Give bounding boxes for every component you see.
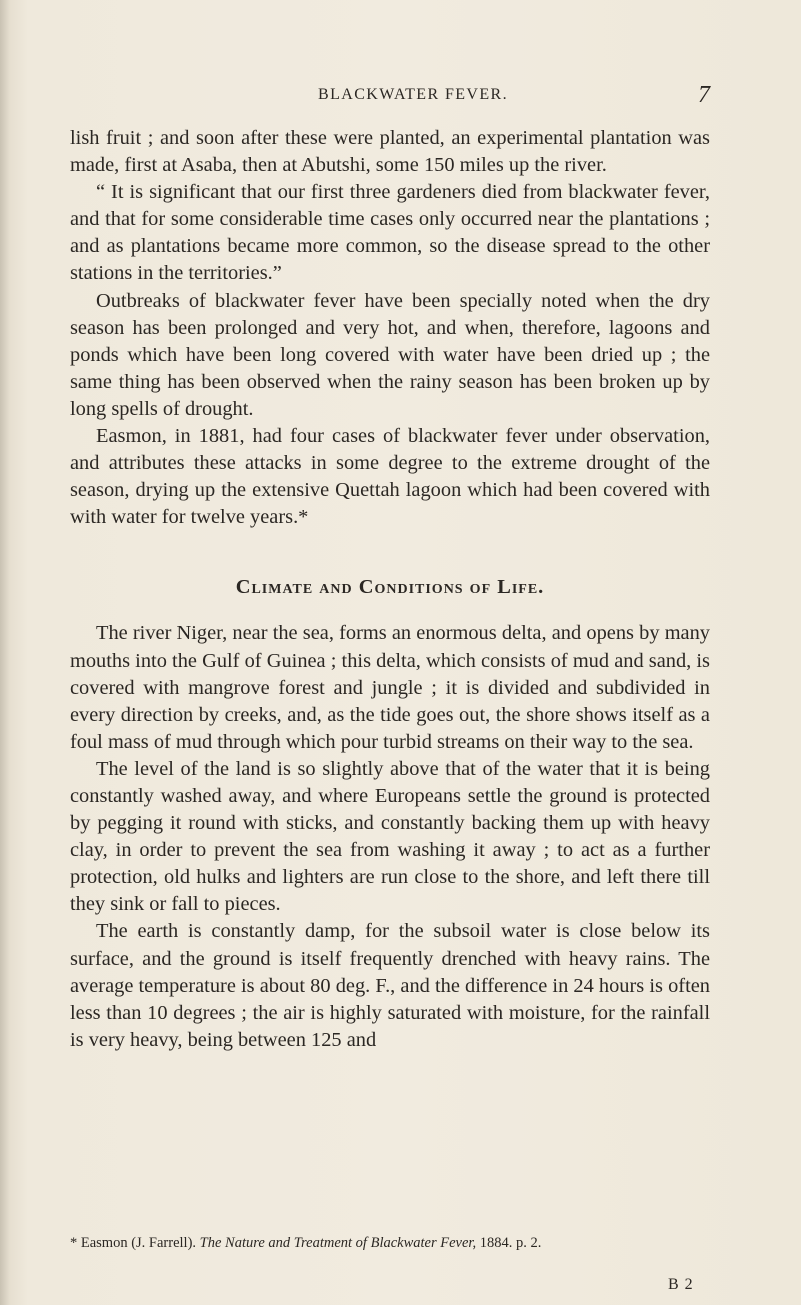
- running-head: BLACKWATER FEVER.: [318, 86, 509, 103]
- paragraph-earth-damp: The earth is constantly damp, for the subsoil water is close below its surface, and the ground is itself frequently drenched with heavy rains. The average temperature is about 80 deg. F., and the difference in 24 hours is often less than 10 degrees ; the air is highly saturated with moisture, for the rainfall is very heavy, being between 125 and: [70, 920, 710, 1051]
- page-header: [70, 82, 710, 110]
- page-body: [70, 125, 710, 1054]
- paragraph-land-level: The level of the land is so slightly above that of the water that it is being constantly washed away, and where Europeans settle the ground is protected by pegging it round with sticks, and constantly backing them up with heavy clay, in order to prevent the sea from washing it away ; to act as a further protection, old hulks and lighters are run close to the shore, and left there till they sink or fall to pieces.: [70, 757, 710, 916]
- paragraph-quote: “ It is significant that our first three gardeners died from blackwater fever, and that for some considerable time cases only occurred near the plantations ; and as plantations became more common, so the disease spread to the other stations in the territories.”: [70, 181, 710, 285]
- paragraph-niger-delta: The river Niger, near the sea, forms an enormous delta, and opens by many mouths into the Gulf of Guinea ; this delta, which consists of mud and sand, is covered with mangrove forest and jungle ; it is divided and subdivided in every direction by creeks, and, as the tide goes out, the shore shows itself as a foul mass of mud through which pour turbid streams on their way to the sea.: [70, 622, 710, 753]
- paragraph-outbreaks: Outbreaks of blackwater fever have been specially noted when the dry season has been prolonged and very hot, and when, therefore, lagoons and ponds which have been long covered with water have been dried up ; the same thing has been observed when the rainy season has been broken up by long spells of drought.: [70, 289, 710, 420]
- page-number: 7: [698, 82, 710, 108]
- footnote-title: The Nature and Treatment of Blackwater Fever,: [199, 1235, 477, 1251]
- paragraph-easmon: Easmon, in 1881, had four cases of blackwater fever under observation, and attributes these attacks in some degree to the extreme drought of the season, drying up the extensive Quettah lagoon which had been covered with with water for twelve years.*: [70, 425, 710, 529]
- footnote-suffix: 1884. p. 2.: [479, 1235, 542, 1251]
- paragraph-continuation: lish fruit ; and soon after these were planted, an experimental plantation was made, first at Asaba, then at Abutshi, some 150 miles up the river.: [70, 127, 710, 177]
- footnote-prefix: * Easmon (J. Farrell).: [70, 1235, 197, 1251]
- section-heading: Climate and Conditions of Life.: [235, 576, 545, 599]
- signature-mark: B 2: [668, 1276, 694, 1293]
- footnote: [70, 1235, 710, 1252]
